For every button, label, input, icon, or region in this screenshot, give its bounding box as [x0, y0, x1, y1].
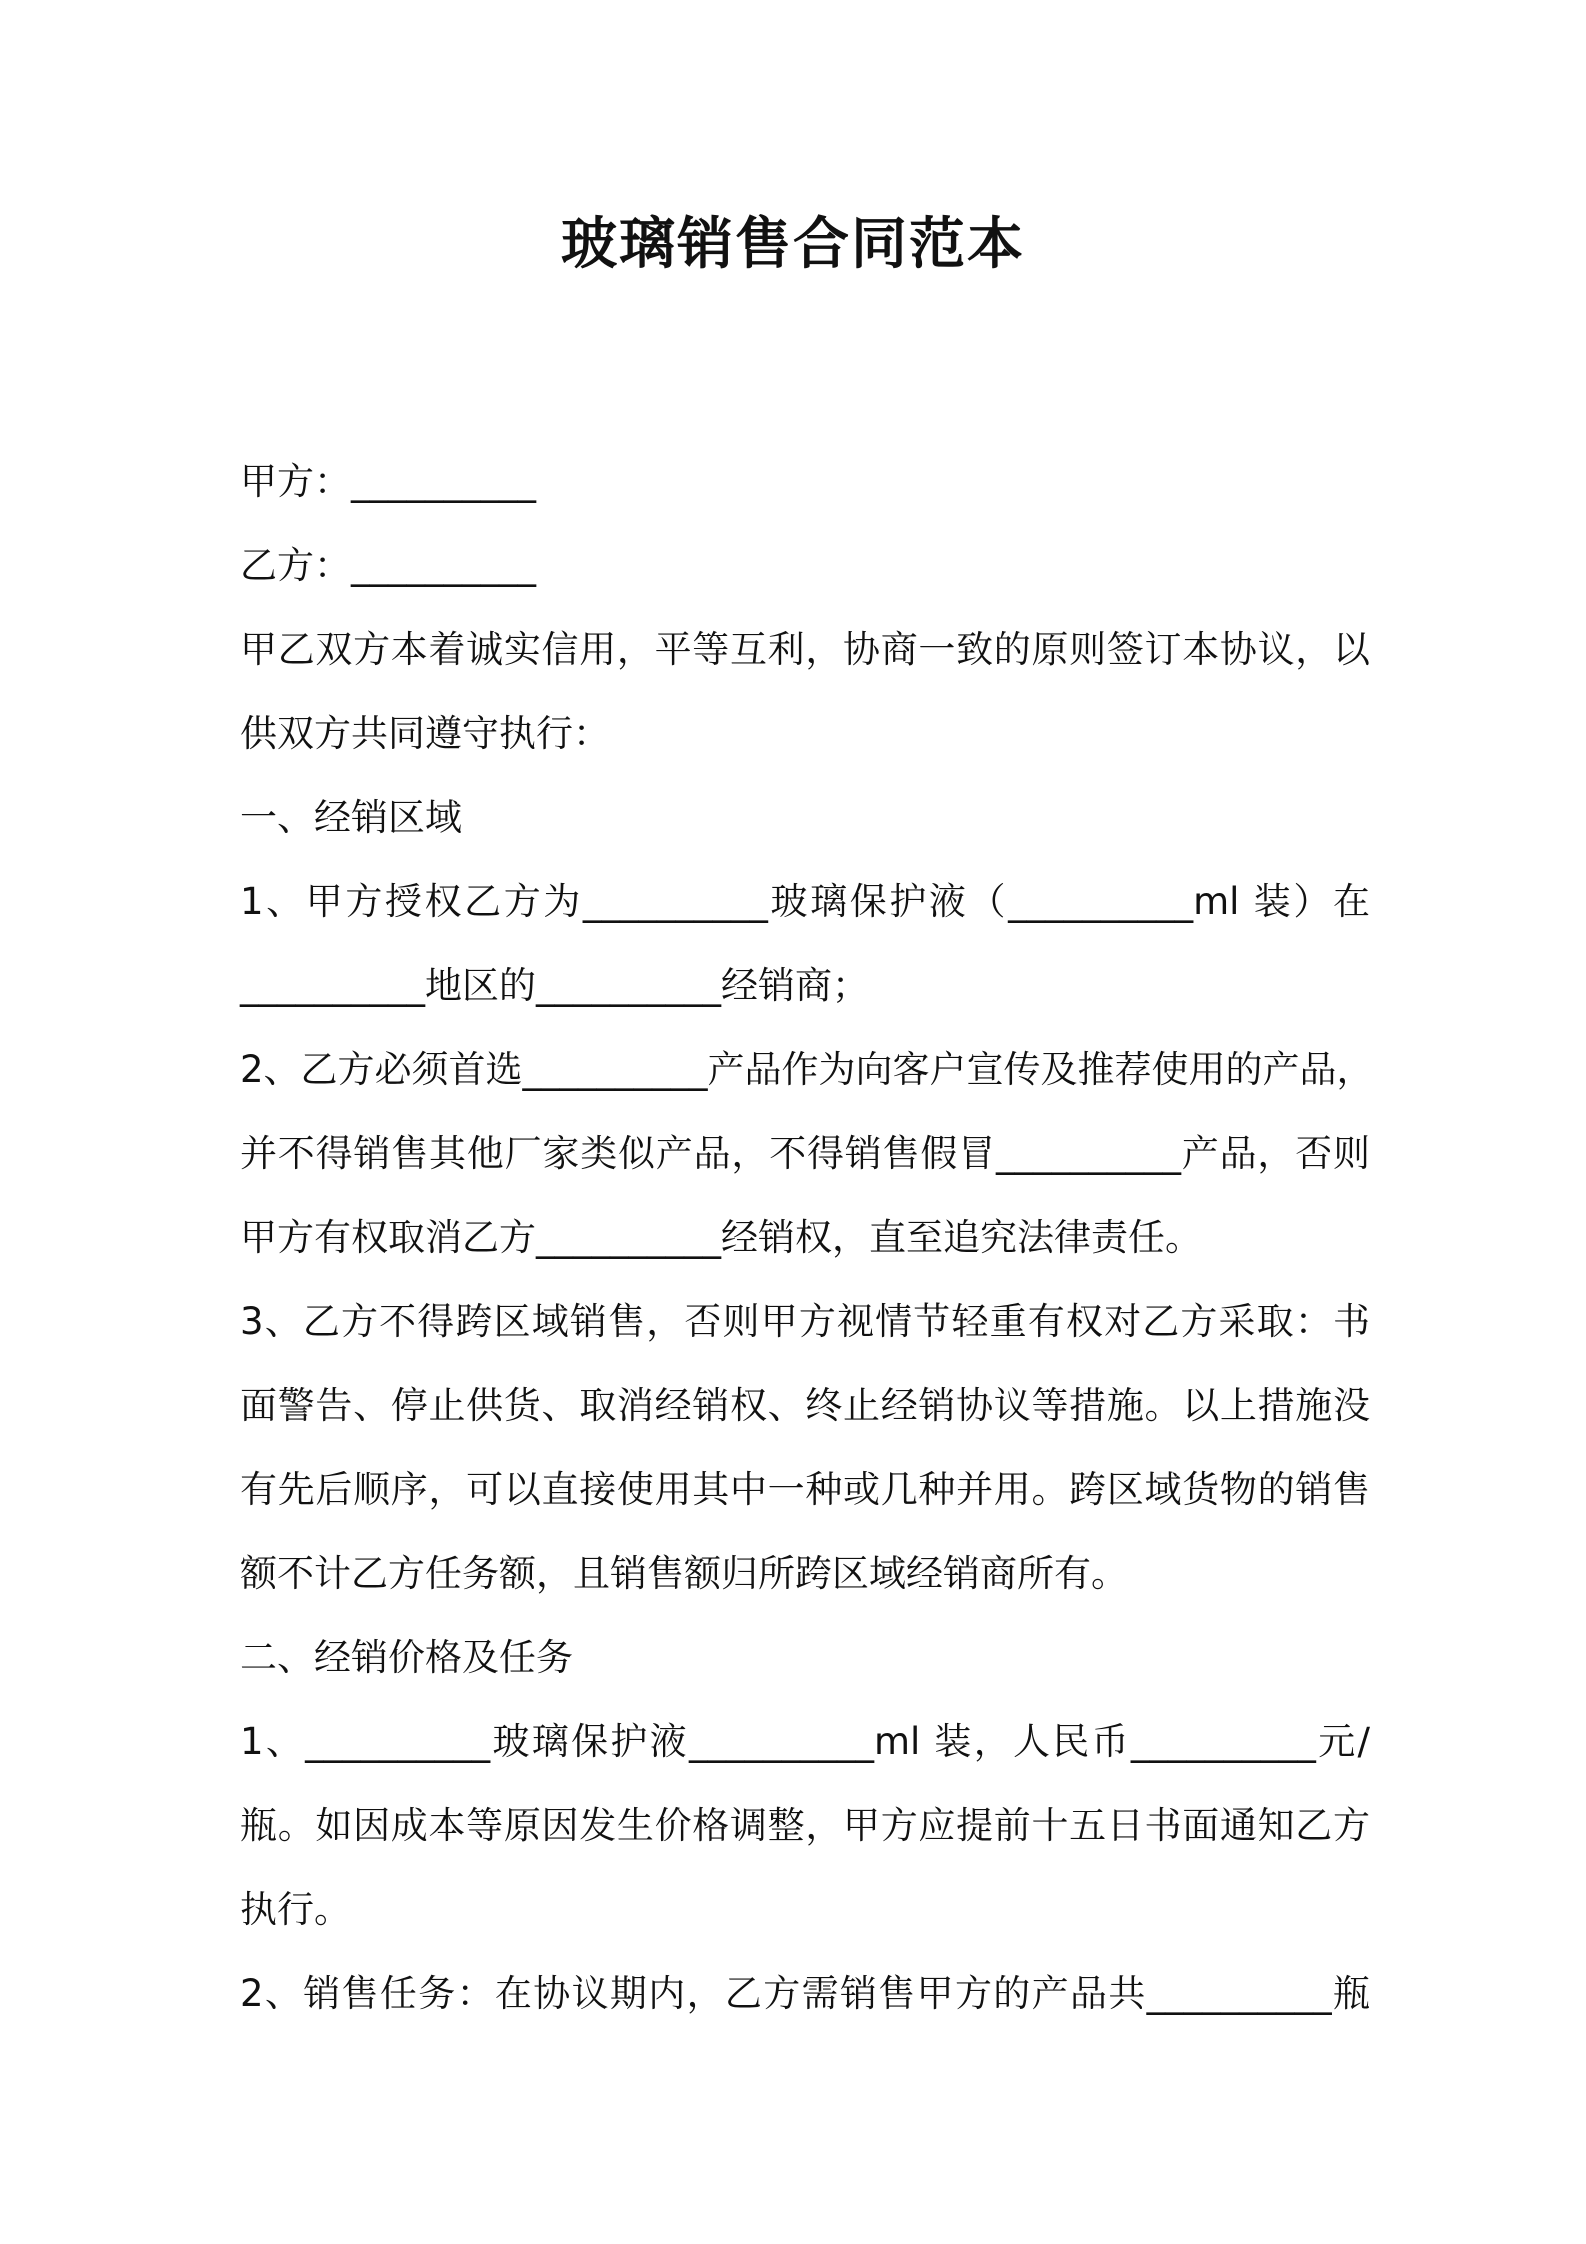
- clause-1-3-line-3: 有先后顺序，可以直接使用其中一种或几种并用。跨区域货物的销售: [240, 1468, 1370, 1511]
- section-heading-1: 一、经销区域: [240, 796, 462, 839]
- preamble-line-2: 供双方共同遵守执行：: [240, 712, 610, 755]
- party-b-line: 乙方：__________: [240, 544, 536, 587]
- clause-1-2-line-2: 并不得销售其他厂家类似产品，不得销售假冒__________产品，否则: [240, 1132, 1370, 1175]
- clause-2-1-line-3: 执行。: [240, 1888, 351, 1931]
- clause-2-1-line-2: 瓶。如因成本等原因发生价格调整，甲方应提前十五日书面通知乙方: [240, 1804, 1370, 1847]
- section-heading-2: 二、经销价格及任务: [240, 1636, 573, 1679]
- page-title: 玻璃销售合同范本: [561, 212, 1025, 277]
- clause-1-3-line-1: 3、乙方不得跨区域销售，否则甲方视情节轻重有权对乙方采取：书: [240, 1300, 1370, 1343]
- clause-1-2-line-3: 甲方有权取消乙方__________经销权，直至追究法律责任。: [240, 1216, 1202, 1259]
- clause-2-2-line-1: 2、销售任务：在协议期内，乙方需销售甲方的产品共__________瓶: [240, 1972, 1370, 2015]
- party-a-line: 甲方：__________: [240, 460, 536, 503]
- clause-2-1-line-1: 1、__________玻璃保护液__________ml 装，人民币__________元/: [240, 1720, 1370, 1763]
- preamble-line-1: 甲乙双方本着诚实信用，平等互利，协商一致的原则签订本协议，以: [240, 628, 1370, 671]
- clause-1-1-line-1: 1、甲方授权乙方为__________玻璃保护液（__________ml 装）在: [240, 880, 1370, 923]
- contract-body: [240, 440, 1374, 2036]
- clause-1-2-line-1: 2、乙方必须首选__________产品作为向客户宣传及推荐使用的产品，: [240, 1048, 1374, 1091]
- clause-1-3-line-2: 面警告、停止供货、取消经销权、终止经销协议等措施。以上措施没: [240, 1384, 1370, 1427]
- clause-1-3-line-4: 额不计乙方任务额，且销售额归所跨区域经销商所有。: [240, 1552, 1128, 1595]
- clause-1-1-line-2: __________地区的__________经销商；: [240, 964, 869, 1007]
